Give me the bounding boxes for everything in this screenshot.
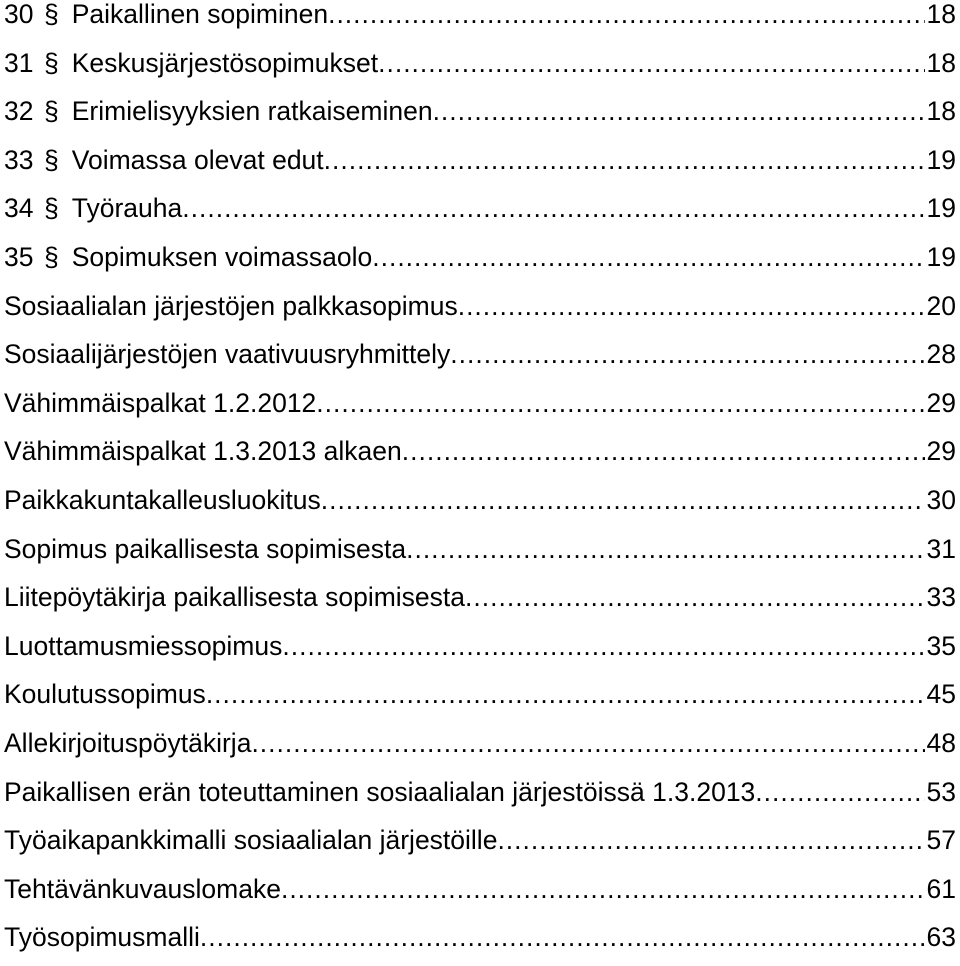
section-sign: §: [44, 0, 59, 29]
toc-entry-page: 45: [926, 679, 956, 710]
dot-leader: [378, 43, 924, 83]
toc-entry-title: Vähimmäispalkat 1.3.2013 alkaen: [4, 436, 402, 467]
toc-entry-page: 48: [926, 727, 956, 758]
dot-leader: [433, 91, 925, 131]
section-sign: §: [44, 144, 59, 175]
dot-leader: [402, 431, 925, 471]
dot-leader: [206, 674, 925, 714]
toc-entry-number: 33: [4, 144, 34, 175]
toc-entry[interactable]: [4, 869, 956, 918]
toc-entry-title: Tehtävänkuvauslomake: [4, 873, 281, 904]
toc-entry-number: 35: [4, 241, 34, 272]
toc-entry-page: 18: [926, 0, 956, 29]
dot-leader: [755, 772, 924, 812]
toc-entry-title: Allekirjoituspöytäkirja: [4, 727, 252, 758]
toc-entry[interactable]: [4, 917, 956, 966]
toc-entry-title: Luottamusmiessopimus: [4, 630, 283, 661]
toc-entry-title: Paikallisen erän toteuttaminen sosiaalialan järjestöissä 1.3.2013: [4, 776, 756, 807]
toc-entry-page: 57: [926, 825, 956, 856]
section-sign: §: [44, 47, 59, 78]
toc-entry-title: Paikkakuntakalleusluokitus: [4, 484, 321, 515]
toc-entry-page: 18: [926, 47, 956, 78]
toc-entry-title: Erimielisyyksien ratkaiseminen: [71, 96, 433, 127]
dot-leader: [458, 286, 925, 326]
toc-entry-page: 33: [926, 582, 956, 613]
toc-entry-title: Sosiaalijärjestöjen vaativuusryhmittely: [4, 339, 451, 370]
section-sign: §: [44, 96, 59, 127]
toc-entry-title: Työrauha: [71, 193, 183, 224]
dot-leader: [251, 723, 924, 763]
toc-entry[interactable]: [4, 723, 956, 772]
toc-entry[interactable]: [4, 286, 956, 335]
dot-leader: [316, 383, 924, 423]
dot-leader: [182, 188, 924, 228]
toc-entry[interactable]: [4, 334, 956, 383]
toc-entry-title: Sopimus paikallisesta sopimisesta: [4, 533, 407, 564]
toc-entry-page: 53: [926, 776, 956, 807]
toc-entry-number: 34: [4, 193, 34, 224]
toc-entry-number: 30: [4, 0, 34, 29]
table-of-contents: [4, 0, 956, 966]
toc-entry-title: Työaikapankkimalli sosiaalialan järjestöille: [4, 825, 498, 856]
toc-entry-page: 31: [926, 533, 956, 564]
toc-entry[interactable]: [4, 529, 956, 578]
toc-entry-title: Sopimuksen voimassaolo: [71, 241, 373, 272]
toc-entry-number: 31: [4, 47, 34, 78]
toc-entry-page: 29: [926, 436, 956, 467]
toc-entry[interactable]: [4, 577, 956, 626]
section-sign: §: [44, 241, 59, 272]
toc-entry-page: 61: [926, 873, 956, 904]
toc-entry-title: Liitepöytäkirja paikallisesta sopimisesta: [4, 582, 466, 613]
toc-entry[interactable]: [4, 431, 956, 480]
dot-leader: [324, 140, 925, 180]
dot-leader: [281, 869, 925, 909]
toc-entry-page: 35: [926, 630, 956, 661]
toc-entry[interactable]: [4, 188, 956, 237]
toc-entry-title: Keskusjärjestösopimukset: [71, 47, 379, 78]
toc-entry-page: 29: [926, 387, 956, 418]
toc-entry[interactable]: [4, 674, 956, 723]
toc-entry-page: 20: [926, 290, 956, 321]
toc-entry-title: Paikallinen sopiminen: [71, 0, 329, 29]
dot-leader: [406, 529, 924, 569]
toc-entry-page: 28: [926, 339, 956, 370]
dot-leader: [282, 626, 924, 666]
toc-entry[interactable]: [4, 91, 956, 140]
toc-entry-title: Sosiaalialan järjestöjen palkkasopimus: [4, 290, 458, 321]
dot-leader: [372, 237, 924, 277]
toc-entry[interactable]: [4, 383, 956, 432]
dot-leader: [450, 334, 924, 374]
toc-entry-page: 18: [926, 96, 956, 127]
toc-entry[interactable]: [4, 480, 956, 529]
toc-entry-title: Työsopimusmalli: [4, 922, 200, 953]
toc-entry-page: 19: [926, 144, 956, 175]
toc-entry-page: 63: [926, 922, 956, 953]
toc-entry-title: Voimassa olevat edut: [71, 144, 324, 175]
section-sign: §: [44, 193, 59, 224]
dot-leader: [328, 0, 924, 34]
toc-entry-title: Vähimmäispalkat 1.2.2012: [4, 387, 317, 418]
toc-entry[interactable]: [4, 140, 956, 189]
toc-entry[interactable]: [4, 626, 956, 675]
dot-leader: [321, 480, 925, 520]
toc-entry[interactable]: [4, 237, 956, 286]
toc-entry[interactable]: [4, 820, 956, 869]
toc-entry-page: 30: [926, 484, 956, 515]
toc-entry[interactable]: [4, 43, 956, 92]
toc-entry[interactable]: [4, 0, 956, 43]
toc-entry-number: 32: [4, 96, 34, 127]
toc-entry[interactable]: [4, 772, 956, 821]
toc-entry-page: 19: [926, 193, 956, 224]
dot-leader: [200, 917, 925, 957]
dot-leader: [497, 820, 924, 860]
dot-leader: [465, 577, 924, 617]
toc-entry-page: 19: [926, 241, 956, 272]
toc-entry-title: Koulutussopimus: [4, 679, 206, 710]
